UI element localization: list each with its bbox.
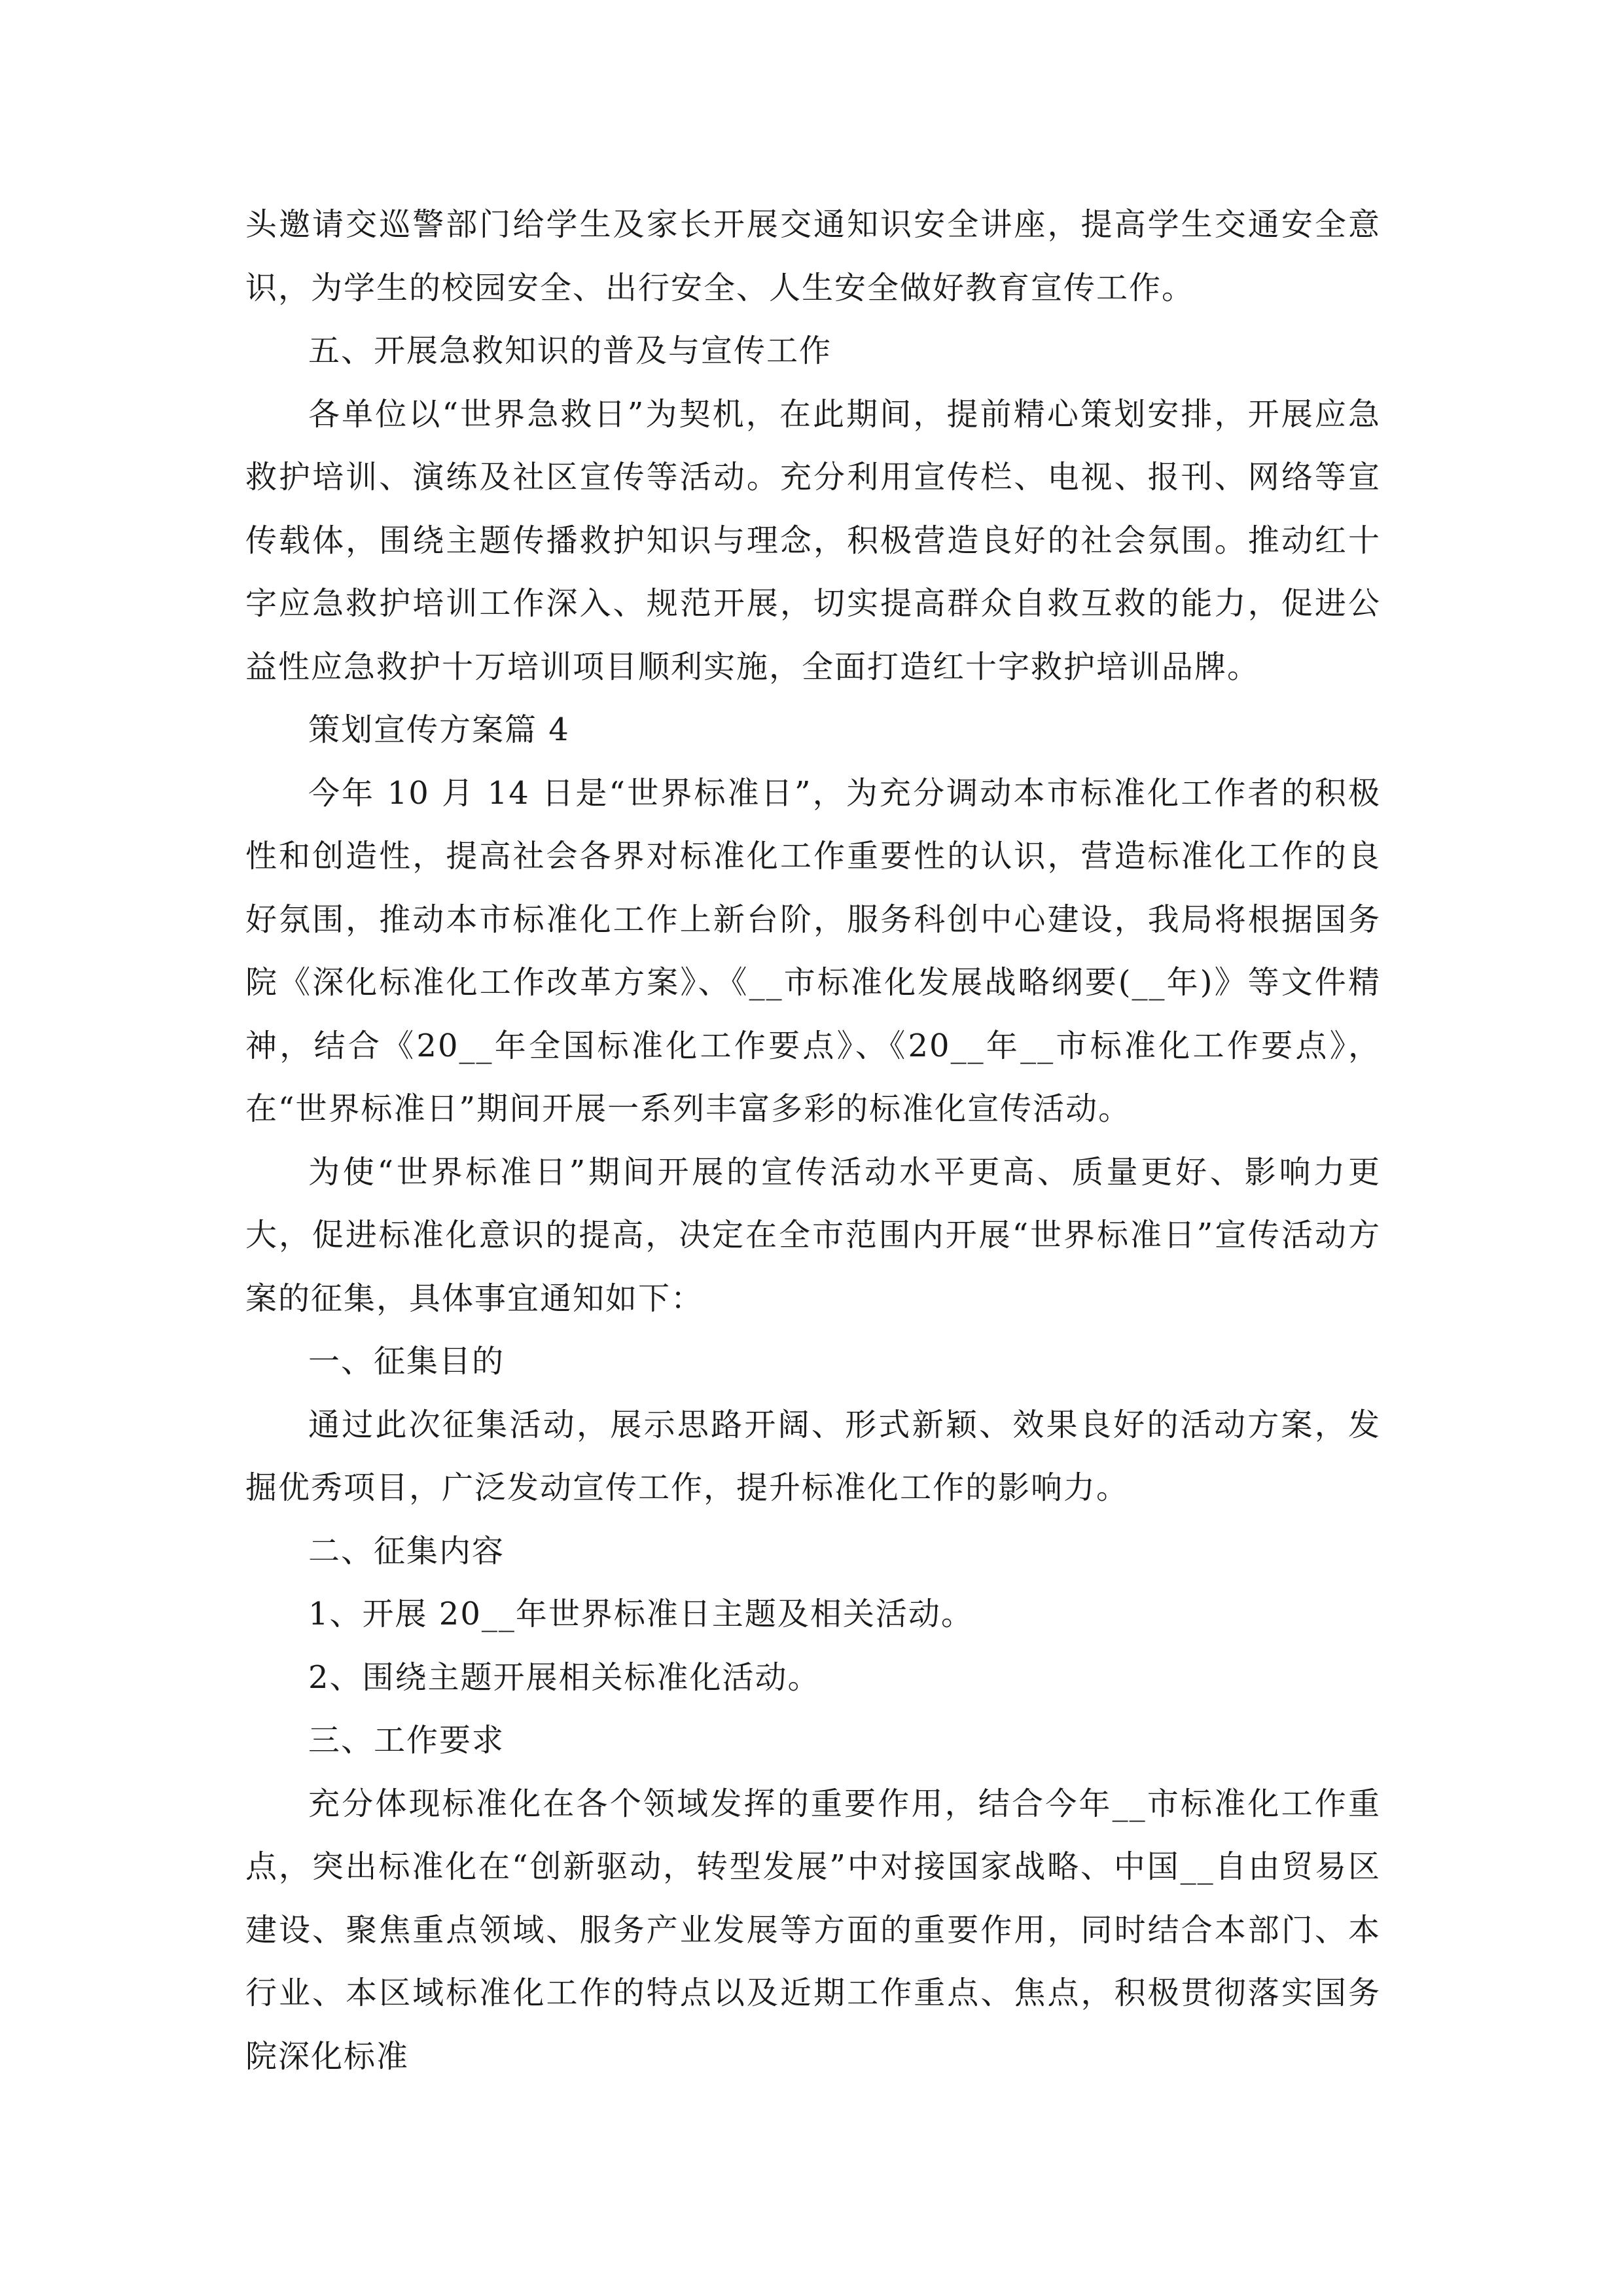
section-heading-3: 三、工作要求 <box>308 1722 505 1759</box>
paragraph-continued: 头邀请交巡警部门给学生及家长开展交通知识安全讲座，提高学生交通安全意识，为学生的校园安全、出行安全、人生安全做好教育宣传工作。 <box>245 206 1381 306</box>
list-item: 2、围绕主题开展相关标准化活动。 <box>308 1659 821 1696</box>
paragraph: 今年 10 月 14 日是“世界标准日”，为充分调动本市标准化工作者的积极性和创造性，提高社会各界对标准化工作重要性的认识，营造标准化工作的良好氛围，推动本市标准化工作上新台阶，服务科创中心建设，我局将根据国务院《深化标准化工作改革方案》、《__市标准化发展战略纲要(__年)》等文件精神，结合《20__年全国标准化工作要点》、《20__年__市标准化工作要点》，在“世界标准日”期间开展一系列丰富多彩的标准化宣传活动。 <box>245 774 1381 1127</box>
paragraph: 充分体现标准化在各个领域发挥的重要作用，结合今年__市标准化工作重点，突出标准化在“创新驱动，转型发展”中对接国家战略、中国__自由贸易区建设、聚焦重点领域、服务产业发展等方面的重要作用，同时结合本部门、本行业、本区域标准化工作的特点以及近期工作重点、焦点，积极贯彻落实国务院深化标准 <box>245 1785 1381 2075</box>
paragraph: 各单位以“世界急救日”为契机，在此期间，提前精心策划安排，开展应急救护培训、演练及社区宣传等活动。充分利用宣传栏、电视、报刊、网络等宣传载体，围绕主题传播救护知识与理念，积极营造良好的社会氛围。推动红十字应急救护培训工作深入、规范开展，切实提高群众自救互救的能力，促进公益性应急救护十万培训项目顺利实施，全面打造红十字救护培训品牌。 <box>245 395 1381 685</box>
section-heading-5: 五、开展急救知识的普及与宣传工作 <box>308 332 832 369</box>
article-title: 策划宣传方案篇 4 <box>308 711 570 748</box>
section-heading-2: 二、征集内容 <box>308 1532 505 1570</box>
section-heading-1: 一、征集目的 <box>308 1343 505 1380</box>
list-item: 1、开展 20__年世界标准日主题及相关活动。 <box>308 1596 974 1632</box>
paragraph: 通过此次征集活动，展示思路开阔、形式新颖、效果良好的活动方案，发掘优秀项目，广泛发动宣传工作，提升标准化工作的影响力。 <box>245 1406 1381 1506</box>
paragraph: 为使“世界标准日”期间开展的宣传活动水平更高、质量更好、影响力更大，促进标准化意识的提高，决定在全市范围内开展“世界标准日”宣传活动方案的征集，具体事宜通知如下： <box>245 1153 1381 1317</box>
document-body <box>245 193 1381 2088</box>
